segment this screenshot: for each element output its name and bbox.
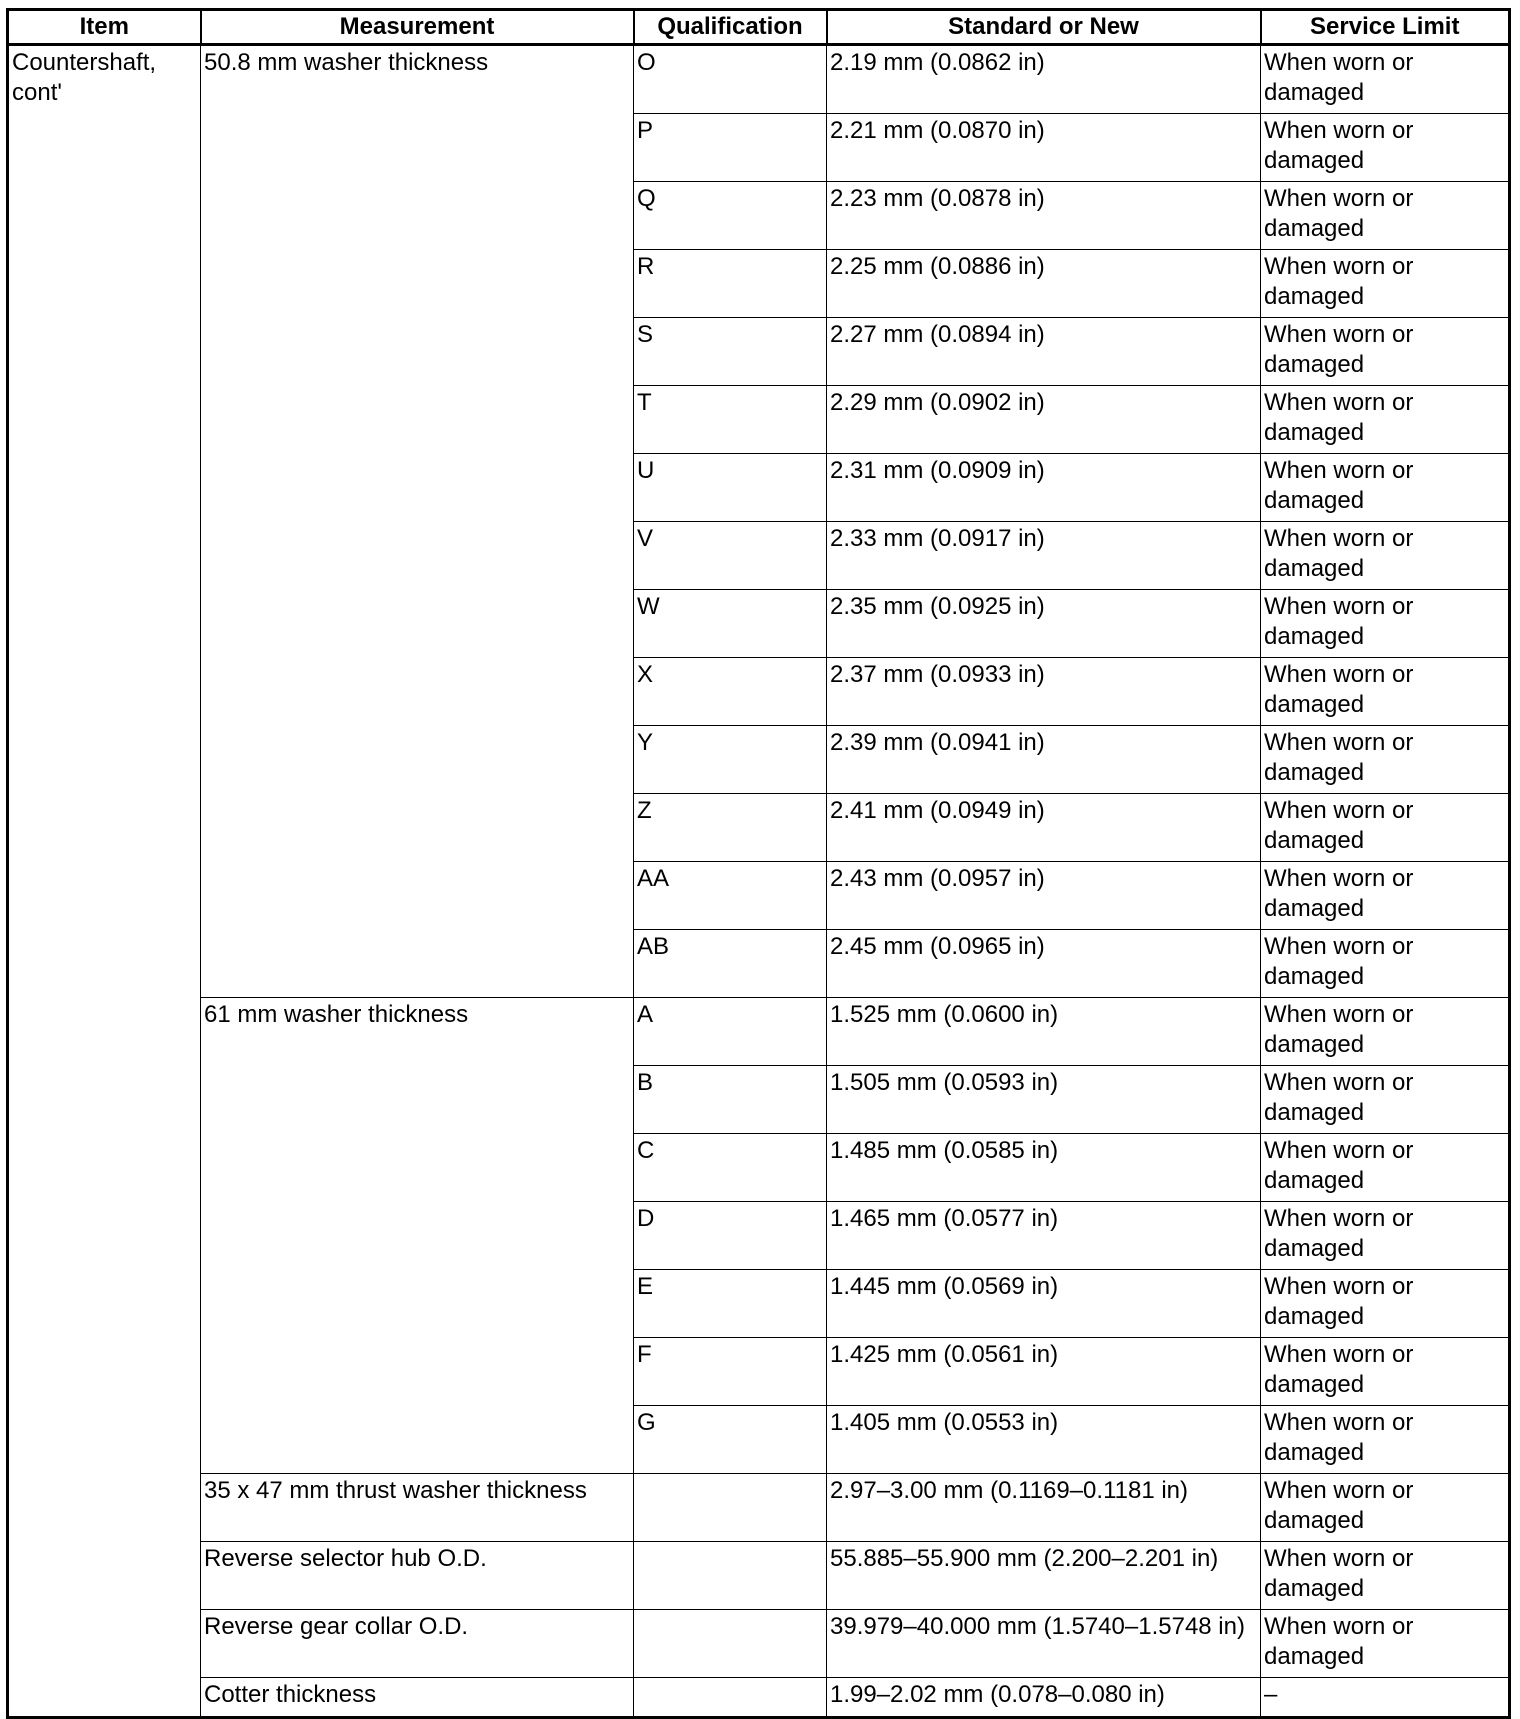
standard-cell: 2.19 mm (0.0862 in) — [827, 45, 1261, 114]
qualification-cell — [634, 1678, 827, 1718]
specification-table — [6, 8, 1511, 1719]
service-limit-cell: When worn or damaged — [1261, 998, 1510, 1066]
standard-cell: 2.45 mm (0.0965 in) — [827, 930, 1261, 998]
header-item: Item — [8, 10, 201, 45]
standard-cell: 1.445 mm (0.0569 in) — [827, 1270, 1261, 1338]
standard-cell: 1.99–2.02 mm (0.078–0.080 in) — [827, 1678, 1261, 1718]
header-qualification: Qualification — [634, 10, 827, 45]
service-limit-cell: When worn or damaged — [1261, 1270, 1510, 1338]
standard-cell: 55.885–55.900 mm (2.200–2.201 in) — [827, 1542, 1261, 1610]
qualification-cell: R — [634, 250, 827, 318]
standard-cell: 1.485 mm (0.0585 in) — [827, 1134, 1261, 1202]
qualification-cell: T — [634, 386, 827, 454]
standard-cell: 2.37 mm (0.0933 in) — [827, 658, 1261, 726]
qualification-cell: B — [634, 1066, 827, 1134]
table-row — [8, 998, 1510, 1066]
qualification-cell: P — [634, 114, 827, 182]
standard-cell: 2.97–3.00 mm (0.1169–0.1181 in) — [827, 1474, 1261, 1542]
service-limit-cell: When worn or damaged — [1261, 658, 1510, 726]
service-limit-cell: When worn or damaged — [1261, 862, 1510, 930]
header-row — [8, 10, 1510, 45]
qualification-cell: F — [634, 1338, 827, 1406]
qualification-cell: AA — [634, 862, 827, 930]
qualification-cell: AB — [634, 930, 827, 998]
standard-cell: 2.35 mm (0.0925 in) — [827, 590, 1261, 658]
service-limit-cell: When worn or damaged — [1261, 1610, 1510, 1678]
service-limit-cell: When worn or damaged — [1261, 182, 1510, 250]
qualification-cell: A — [634, 998, 827, 1066]
qualification-cell: G — [634, 1406, 827, 1474]
qualification-cell: Z — [634, 794, 827, 862]
measurement-cell: Cotter thickness — [201, 1678, 634, 1718]
service-limit-cell: When worn or damaged — [1261, 114, 1510, 182]
qualification-cell: V — [634, 522, 827, 590]
standard-cell: 1.425 mm (0.0561 in) — [827, 1338, 1261, 1406]
header-measurement: Measurement — [201, 10, 634, 45]
standard-cell: 1.525 mm (0.0600 in) — [827, 998, 1261, 1066]
table-row — [8, 1474, 1510, 1542]
service-limit-cell: When worn or damaged — [1261, 522, 1510, 590]
service-limit-cell: When worn or damaged — [1261, 454, 1510, 522]
measurement-cell: Reverse gear collar O.D. — [201, 1610, 634, 1678]
qualification-cell: U — [634, 454, 827, 522]
standard-cell: 1.405 mm (0.0553 in) — [827, 1406, 1261, 1474]
measurement-cell: 50.8 mm washer thickness — [201, 45, 634, 998]
table-row — [8, 1610, 1510, 1678]
standard-cell: 2.21 mm (0.0870 in) — [827, 114, 1261, 182]
standard-cell: 2.33 mm (0.0917 in) — [827, 522, 1261, 590]
standard-cell: 2.41 mm (0.0949 in) — [827, 794, 1261, 862]
standard-cell: 1.465 mm (0.0577 in) — [827, 1202, 1261, 1270]
service-limit-cell: When worn or damaged — [1261, 1474, 1510, 1542]
measurement-cell: 35 x 47 mm thrust washer thickness — [201, 1474, 634, 1542]
service-limit-cell: When worn or damaged — [1261, 250, 1510, 318]
table-body — [8, 45, 1510, 1718]
service-limit-cell: When worn or damaged — [1261, 930, 1510, 998]
qualification-cell: C — [634, 1134, 827, 1202]
qualification-cell: S — [634, 318, 827, 386]
standard-cell: 2.39 mm (0.0941 in) — [827, 726, 1261, 794]
standard-cell: 2.23 mm (0.0878 in) — [827, 182, 1261, 250]
standard-cell: 39.979–40.000 mm (1.5740–1.5748 in) — [827, 1610, 1261, 1678]
qualification-cell: O — [634, 45, 827, 114]
service-limit-cell: When worn or damaged — [1261, 794, 1510, 862]
qualification-cell: E — [634, 1270, 827, 1338]
standard-cell: 2.29 mm (0.0902 in) — [827, 386, 1261, 454]
service-limit-cell: When worn or damaged — [1261, 386, 1510, 454]
standard-cell: 1.505 mm (0.0593 in) — [827, 1066, 1261, 1134]
service-limit-cell: When worn or damaged — [1261, 1338, 1510, 1406]
service-limit-cell: When worn or damaged — [1261, 1406, 1510, 1474]
service-limit-cell: When worn or damaged — [1261, 1066, 1510, 1134]
qualification-cell: Y — [634, 726, 827, 794]
qualification-cell: D — [634, 1202, 827, 1270]
table-row — [8, 1542, 1510, 1610]
header-standard: Standard or New — [827, 10, 1261, 45]
qualification-cell — [634, 1542, 827, 1610]
standard-cell: 2.31 mm (0.0909 in) — [827, 454, 1261, 522]
service-limit-cell: When worn or damaged — [1261, 590, 1510, 658]
item-cell: Countershaft, cont' — [8, 45, 201, 1718]
service-limit-cell: When worn or damaged — [1261, 726, 1510, 794]
service-limit-cell: When worn or damaged — [1261, 318, 1510, 386]
service-limit-cell: When worn or damaged — [1261, 1542, 1510, 1610]
qualification-cell: X — [634, 658, 827, 726]
standard-cell: 2.25 mm (0.0886 in) — [827, 250, 1261, 318]
measurement-cell: 61 mm washer thickness — [201, 998, 634, 1474]
standard-cell: 2.27 mm (0.0894 in) — [827, 318, 1261, 386]
service-limit-cell: When worn or damaged — [1261, 1134, 1510, 1202]
measurement-cell: Reverse selector hub O.D. — [201, 1542, 634, 1610]
standard-cell: 2.43 mm (0.0957 in) — [827, 862, 1261, 930]
header-service-limit: Service Limit — [1261, 10, 1510, 45]
qualification-cell — [634, 1474, 827, 1542]
qualification-cell: Q — [634, 182, 827, 250]
qualification-cell — [634, 1610, 827, 1678]
service-limit-cell: – — [1261, 1678, 1510, 1718]
qualification-cell: W — [634, 590, 827, 658]
table-row — [8, 1678, 1510, 1718]
service-limit-cell: When worn or damaged — [1261, 45, 1510, 114]
table-row — [8, 45, 1510, 114]
service-limit-cell: When worn or damaged — [1261, 1202, 1510, 1270]
